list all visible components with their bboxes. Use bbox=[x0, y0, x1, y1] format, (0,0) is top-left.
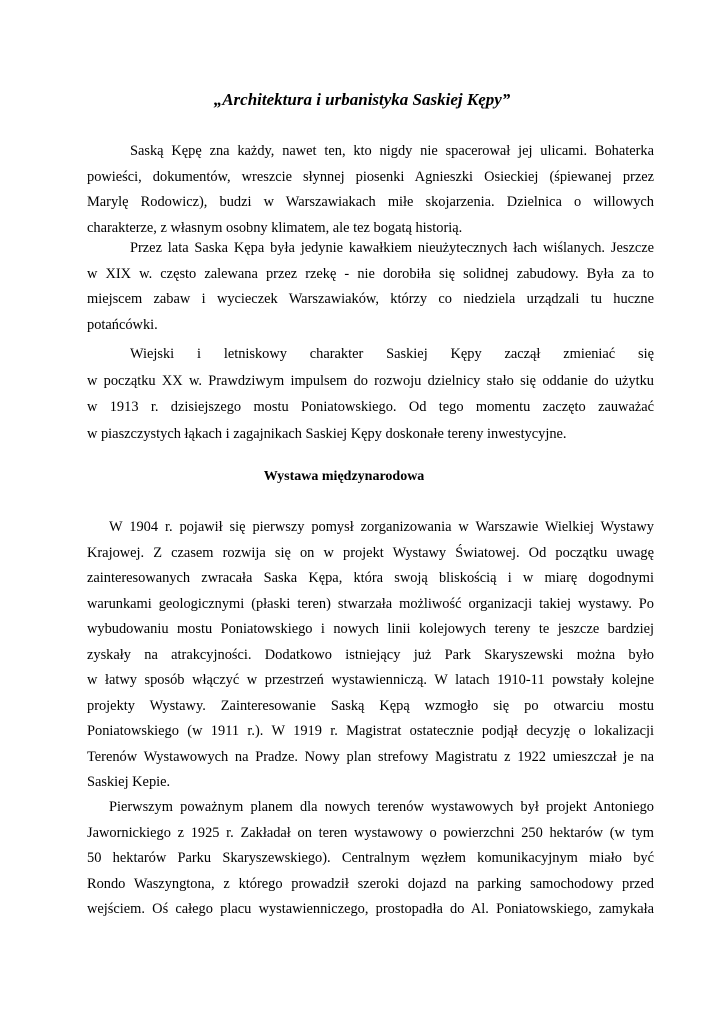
section-heading: Wystawa międzynarodowa bbox=[263, 469, 425, 484]
intro-paragraph bbox=[87, 139, 654, 241]
exhibition-paragraph bbox=[87, 515, 654, 796]
paragraph-line: w łatwy sposób włączyć w przestrzeń wystawienniczą. W latach 1910-11 powstały kolejne bbox=[87, 672, 654, 688]
history-paragraph bbox=[87, 236, 654, 338]
paragraph-line: Saską Kępę zna każdy, nawet ten, kto nigdy nie spacerował jej ulicami. Bohaterka bbox=[130, 143, 654, 159]
paragraph-line: Pierwszym poważnym planem dla nowych terenów wystawowych był projekt Antoniego bbox=[109, 799, 654, 815]
paragraph-line: 50 hektarów Parku Skaryszewskiego). Centralnym węzłem komunikacyjnym miało być bbox=[87, 850, 654, 866]
paragraph-line: Wiejski i letniskowy charakter Saskiej Kępy zaczął zmieniać się bbox=[130, 346, 654, 362]
paragraph-line: Przez lata Saska Kępa była jedynie kawałkiem nieużytecznych łach wiślanych. Jeszcze bbox=[130, 240, 654, 256]
paragraph-line: w 1913 r. dzisiejszego mostu Poniatowskiego. Od tego momentu zaczęto zauważać bbox=[87, 399, 654, 415]
paragraph-line: Jawornickiego z 1925 r. Zakładał on teren wystawowy o powierzchni 250 hektarów (w tym bbox=[87, 824, 654, 841]
paragraph-line: W 1904 r. pojawił się pierwszy pomysł zorganizowania w Warszawie Wielkiej Wystawy bbox=[109, 519, 654, 535]
paragraph-line: w piaszczystych łąkach i zagajnikach Saskiej Kępy doskonałe tereny inwestycyjne. bbox=[87, 425, 567, 442]
development-paragraph bbox=[87, 341, 654, 447]
paragraph-line: miejscem zabaw i wycieczek Warszawiaków, którzy co niedziela urządzali tu huczne bbox=[87, 291, 654, 307]
paragraph-line: charakterze, z własnym osobny klimatem, ale tez bogatą historią. bbox=[87, 219, 463, 236]
jawornicki-paragraph bbox=[87, 795, 654, 923]
paragraph-line: w XIX w. często zalewana przez rzekę - nie dorobiła się solidnej zabudowy. Była za to bbox=[87, 265, 654, 282]
paragraph-line: wejściem. Oś całego placu wystawienniczego, prostopadła do Al. Poniatowskiego, zamykała bbox=[87, 901, 654, 917]
paragraph-line: zyskały na atrakcyjności. Dodatkowo istniejący już Park Skaryszewski można było bbox=[87, 646, 654, 663]
paragraph-line: Rondo Waszyngtona, z którego prowadził szeroki dojazd na parking samochodowy przed bbox=[87, 875, 654, 892]
paragraph-line: warunkami geologicznymi (płaski teren) stwarzała możliwość organizacji takiej wystawy. Po bbox=[87, 595, 654, 612]
paragraph-line: Poniatowskiego (w 1911 r.). W 1919 r. Magistrat ostatecznie podjął decyzję o lokalizacji bbox=[87, 723, 654, 739]
paragraph-line: Krajowej. Z czasem rozwija się on w projekt Wystawy Światowej. Od początku uwagę bbox=[87, 544, 654, 561]
paragraph-line: wybudowaniu mostu Poniatowskiego i nowych linii kolejowych tereny te jeszcze bardziej bbox=[87, 621, 654, 637]
paragraph-line: w początku XX w. Prawdziwym impulsem do rozwoju dzielnicy stało się oddanie do użytku bbox=[87, 372, 654, 389]
document-title: „Architektura i urbanistyka Saskiej Kępy” bbox=[213, 90, 511, 109]
paragraph-line: zainteresowanych zwracała Saska Kępa, która swoją bliskością i w miarę dogodnymi bbox=[87, 570, 654, 586]
paragraph-line: Marylę Rodowicz), budzi w Warszawiakach miłe skojarzenia. Dzielnica o willowych bbox=[87, 194, 654, 210]
paragraph-line: Saskiej Kepie. bbox=[87, 774, 171, 790]
paragraph-line: projekty Wystawy. Zainteresowanie Saską Kępą wzmogło się po otwarciu mostu bbox=[87, 697, 654, 714]
paragraph-line: potańcówki. bbox=[87, 316, 158, 333]
paragraph-line: powieści, dokumentów, wreszcie słynnej piosenki Agnieszki Osieckiej (śpiewanej przez bbox=[87, 168, 654, 185]
paragraph-line: Terenów Wystawowych na Pradze. Nowy plan strefowy Magistratu z 1922 umieszczał je na bbox=[87, 748, 654, 765]
